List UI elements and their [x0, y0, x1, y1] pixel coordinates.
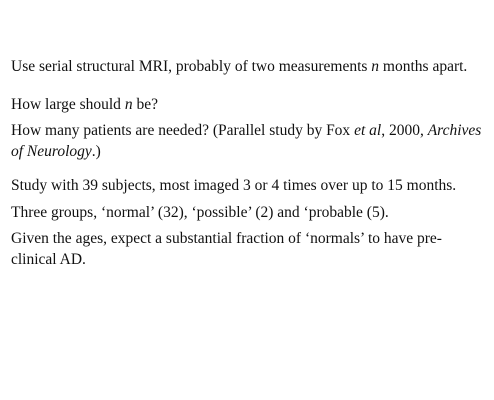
paragraph-ages-note: Given the ages, expect a substantial fraction of ‘normals’ to have pre-clinical AD.	[11, 230, 442, 268]
p2-text-after: be?	[132, 96, 158, 113]
paragraph-mri-method	[11, 56, 485, 77]
p2-variable-n: n	[124, 96, 133, 113]
p1-variable-n: n	[371, 58, 380, 75]
paragraph-study-subjects: Study with 39 subjects, most imaged 3 or 4 times over up to 15 months.	[11, 177, 457, 194]
p1-text-before: Use serial structural MRI, probably of two measurements	[11, 58, 372, 75]
p3-et-al: et al	[354, 122, 382, 139]
p3-journal-name: Archives of Neurology	[11, 122, 482, 160]
p2-text-before: How large should	[11, 96, 125, 113]
paragraph-question-patients	[11, 120, 485, 162]
p3-text-mid: , 2000,	[381, 122, 428, 139]
paragraph-groups: Three groups, ‘normal’ (32), ‘possible’ (2) and ‘probable (5).	[11, 204, 389, 221]
p1-text-after: months apart.	[379, 58, 468, 75]
p3-text-before: How many patients are needed? (Parallel study by Fox	[11, 122, 355, 139]
paragraph-question-n	[11, 94, 485, 115]
p3-text-after: .)	[91, 143, 101, 160]
